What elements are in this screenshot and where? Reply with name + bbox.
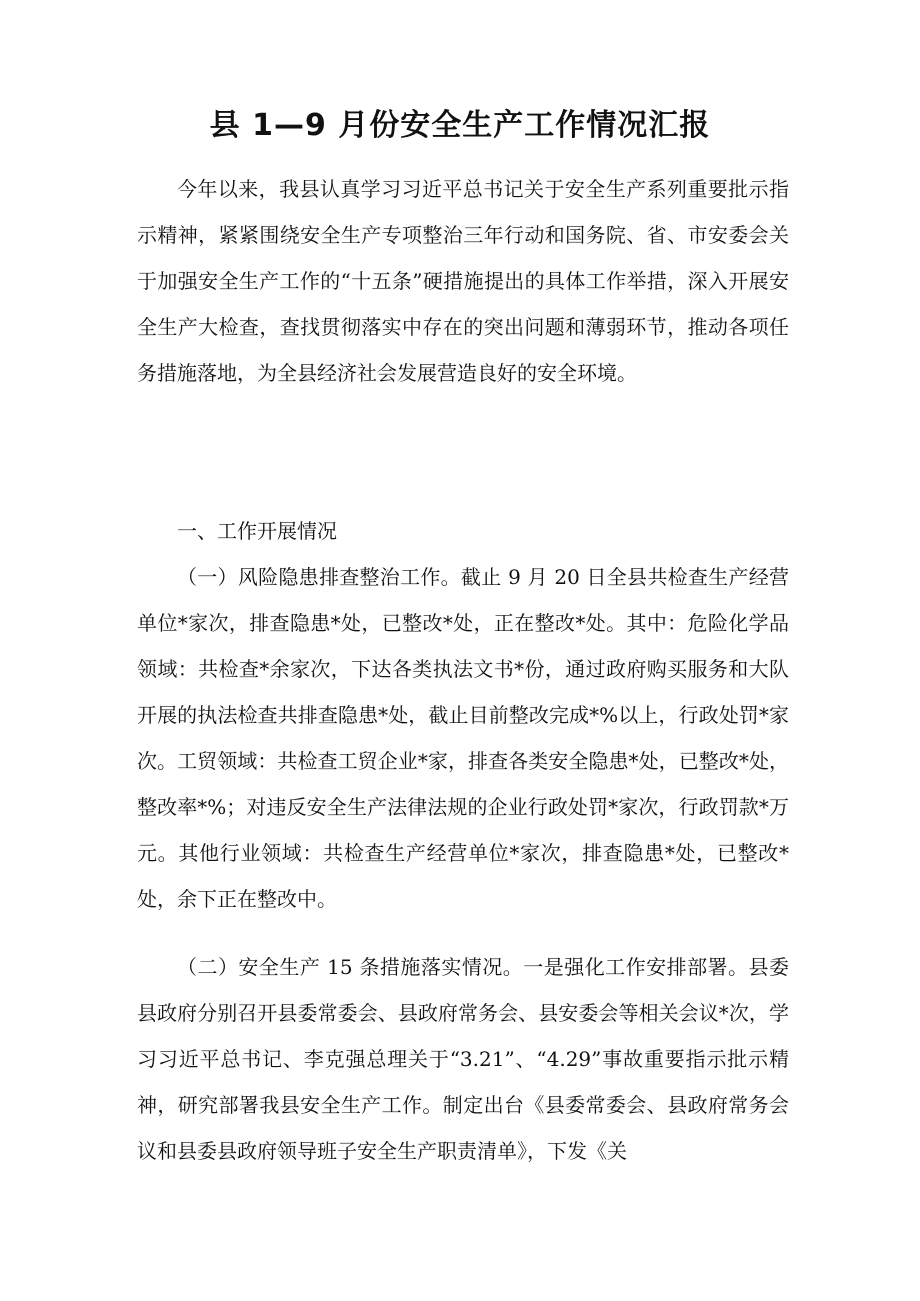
section-heading-work-progress: 一、工作开展情况 xyxy=(177,519,337,543)
risk-hazard-paragraph: （一）风险隐患排查整治工作。截止 9 月 20 日全县共检查生产经营单位*家次，排查隐患*处，已整改*处，正在整改*处。其中：危险化学品领域：共检查*余家次，下达各类执法文书*份，通过政府购买服务和大队开展的执法检查共排查隐患*处，截止目前整改完成*%以上，行政处罚*家次。工贸领域：共检查工贸企业*家，排查各类安全隐患*处，已整改*处，整改率*%；对违反安全生产法律法规的企业行政处罚*家次，行政罚款*万元。其他行业领域：共检查生产经营单位*家次，排查隐患*处，已整改*处，余下正在整改中。 xyxy=(137,565,789,911)
fifteen-measures-paragraph: （二）安全生产 15 条措施落实情况。一是强化工作安排部署。县委县政府分别召开县委常委会、县政府常务会、县安委会等相关会议*次，学习习近平总书记、李克强总理关于“3.21”、“4.29”事故重要指示批示精神，研究部署我县安全生产工作。制定出台《县委常委会、县政府常务会议和县委县政府领导班子安全生产职责清单》，下发《关 xyxy=(137,955,789,1163)
document-title: 县 1—9 月份安全生产工作情况汇报 xyxy=(209,108,711,143)
intro-paragraph: 今年以来，我县认真学习习近平总书记关于安全生产系列重要批示指示精神，紧紧围绕安全生产专项整治三年行动和国务院、省、市安委会关于加强安全生产工作的“十五条”硬措施提出的具体工作举措，深入开展安全生产大检查，查找贯彻落实中存在的突出问题和薄弱环节，推动各项任务措施落地，为全县经济社会发展营造良好的安全环境。 xyxy=(137,177,789,385)
